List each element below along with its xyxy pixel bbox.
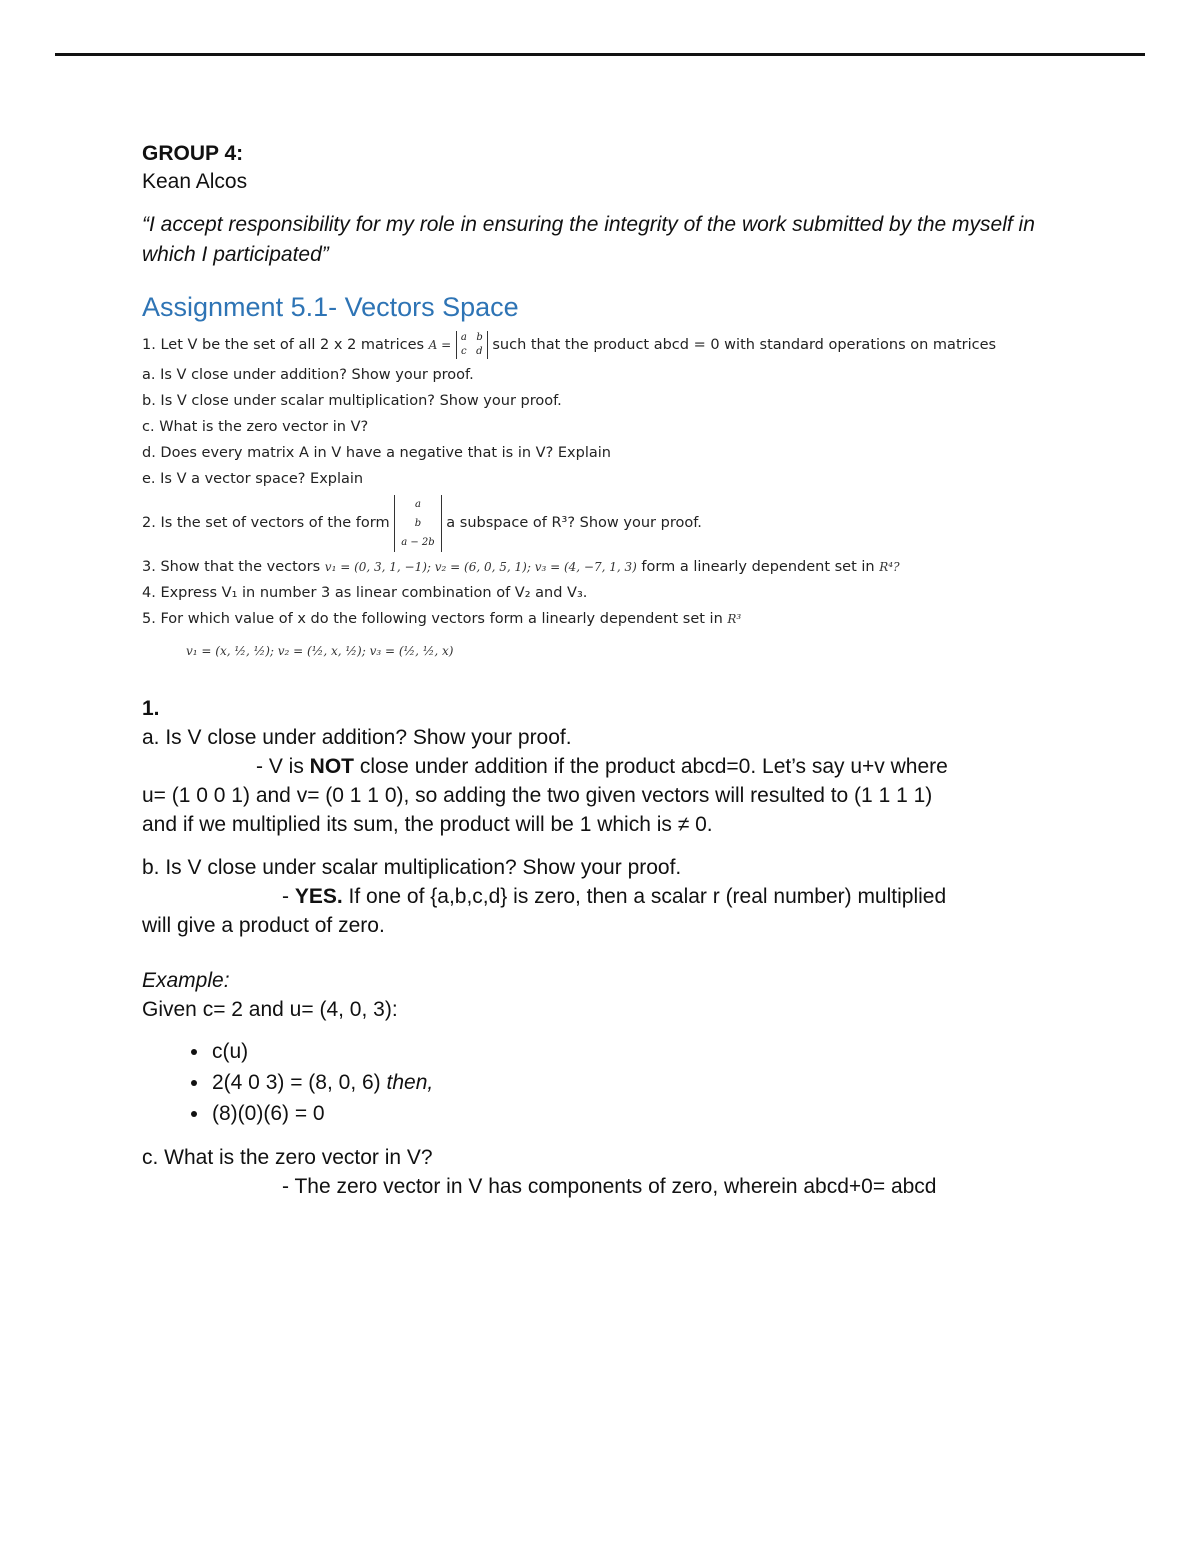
question-1-text: 1. Let V be the set of all 2 x 2 matrices xyxy=(142,337,425,353)
top-horizontal-rule xyxy=(55,53,1145,56)
question-1d: d. Does every matrix A in V have a negative that is in V? Explain xyxy=(142,445,611,461)
answer-b-yes: YES. xyxy=(294,885,343,908)
question-3-vectors: v₁ = (0, 3, 1, −1); v₂ = (6, 0, 5, 1); v₃ = (4, −7, 1, 3) xyxy=(324,560,637,574)
question-2-text: 2. Is the set of vectors of the form xyxy=(142,515,390,531)
vector-entry: b xyxy=(414,517,422,529)
question-2 xyxy=(142,492,1042,554)
integrity-statement: “I accept responsibility for my role in ensuring the integrity of the work submitted by the myself in which I participated” xyxy=(142,213,1035,266)
answer-a-line3: and if we multiplied its sum, the product will be 1 which is ≠ 0. xyxy=(142,813,713,836)
list-item: • c(u) xyxy=(210,1036,1042,1067)
example-steps-list xyxy=(142,1036,1042,1129)
answer-b-question: b. Is V close under scalar multiplication? Show your proof. xyxy=(142,856,682,879)
matrix-entry: d xyxy=(476,346,483,357)
document-body xyxy=(142,140,1042,1201)
vector-entry: a − 2b xyxy=(401,536,435,548)
question-1e: e. Is V a vector space? Explain xyxy=(142,471,364,487)
example-label: Example: xyxy=(142,969,230,992)
step-then: then, xyxy=(386,1071,434,1094)
question-1a: a. Is V close under addition? Show your proof. xyxy=(142,367,474,383)
column-vector xyxy=(394,495,441,552)
answer-b-text: If one of {a,b,c,d} is zero, then a scalar r (real number) multiplied xyxy=(342,885,947,908)
question-3-text: 3. Show that the vectors xyxy=(142,559,321,575)
matrix-entry: b xyxy=(476,332,483,343)
question-5-space: R³ xyxy=(727,612,742,626)
answer-a-question: a. Is V close under addition? Show your proof. xyxy=(142,726,572,749)
list-item: • (8)(0)(6) = 0 xyxy=(210,1098,1042,1129)
matrix-entry: c xyxy=(461,346,467,357)
matrix-entry: a xyxy=(460,332,467,343)
answer-c-question: c. What is the zero vector in V? xyxy=(142,1146,433,1169)
answer-a-not: NOT xyxy=(309,755,354,778)
matrix-label: A = xyxy=(428,338,452,352)
answer-a-line2: u= (1 0 0 1) and v= (0 1 1 0), so adding the two given vectors will resulted to (1 1 1 1) xyxy=(142,784,933,807)
answer-number: 1. xyxy=(142,697,160,720)
group-heading: GROUP 4: xyxy=(142,142,244,165)
question-1 xyxy=(142,328,1042,362)
question-1-text-cont: such that the product abcd = 0 with standard operations on matrices xyxy=(492,337,997,353)
question-3-text-cont: form a linearly dependent set in xyxy=(641,559,875,575)
question-1c: c. What is the zero vector in V? xyxy=(142,419,369,435)
question-2-text-cont: a subspace of R³? Show your proof. xyxy=(446,515,702,531)
answer-b-line2: will give a product of zero. xyxy=(142,914,385,937)
step-text: 2(4 0 3) = (8, 0, 6) xyxy=(212,1071,387,1094)
answer-a-dash: - V is xyxy=(256,755,310,778)
answers-section xyxy=(142,694,1042,1201)
question-list-image xyxy=(142,328,1042,670)
question-4: 4. Express V₁ in number 3 as linear combination of V₂ and V₃. xyxy=(142,585,588,601)
answer-b-line1 xyxy=(142,882,1042,911)
answer-a-line1 xyxy=(142,752,1042,781)
answer-b-dash: - xyxy=(282,885,295,908)
question-5-text: 5. For which value of x do the following vectors form a linearly dependent set in xyxy=(142,611,723,627)
matrix-2x2 xyxy=(456,331,488,359)
answer-c-text: - The zero vector in V has components of zero, wherein abcd+0= abcd xyxy=(282,1175,937,1198)
answer-a-text: close under addition if the product abcd=0. Let’s say u+v where xyxy=(354,755,948,778)
question-1b: b. Is V close under scalar multiplication? Show your proof. xyxy=(142,393,562,409)
question-3-space: R⁴? xyxy=(879,560,900,574)
question-5 xyxy=(142,606,1042,632)
question-5-vectors: v₁ = (x, ½, ½); v₂ = (½, x, ½); v₃ = (½, ½, x) xyxy=(186,644,454,658)
example-given: Given c= 2 and u= (4, 0, 3): xyxy=(142,998,398,1021)
list-item xyxy=(210,1067,1042,1098)
question-3 xyxy=(142,554,1042,580)
assignment-title: Assignment 5.1- Vectors Space xyxy=(142,292,519,322)
author-name: Kean Alcos xyxy=(142,170,248,193)
vector-entry: a xyxy=(414,498,421,510)
